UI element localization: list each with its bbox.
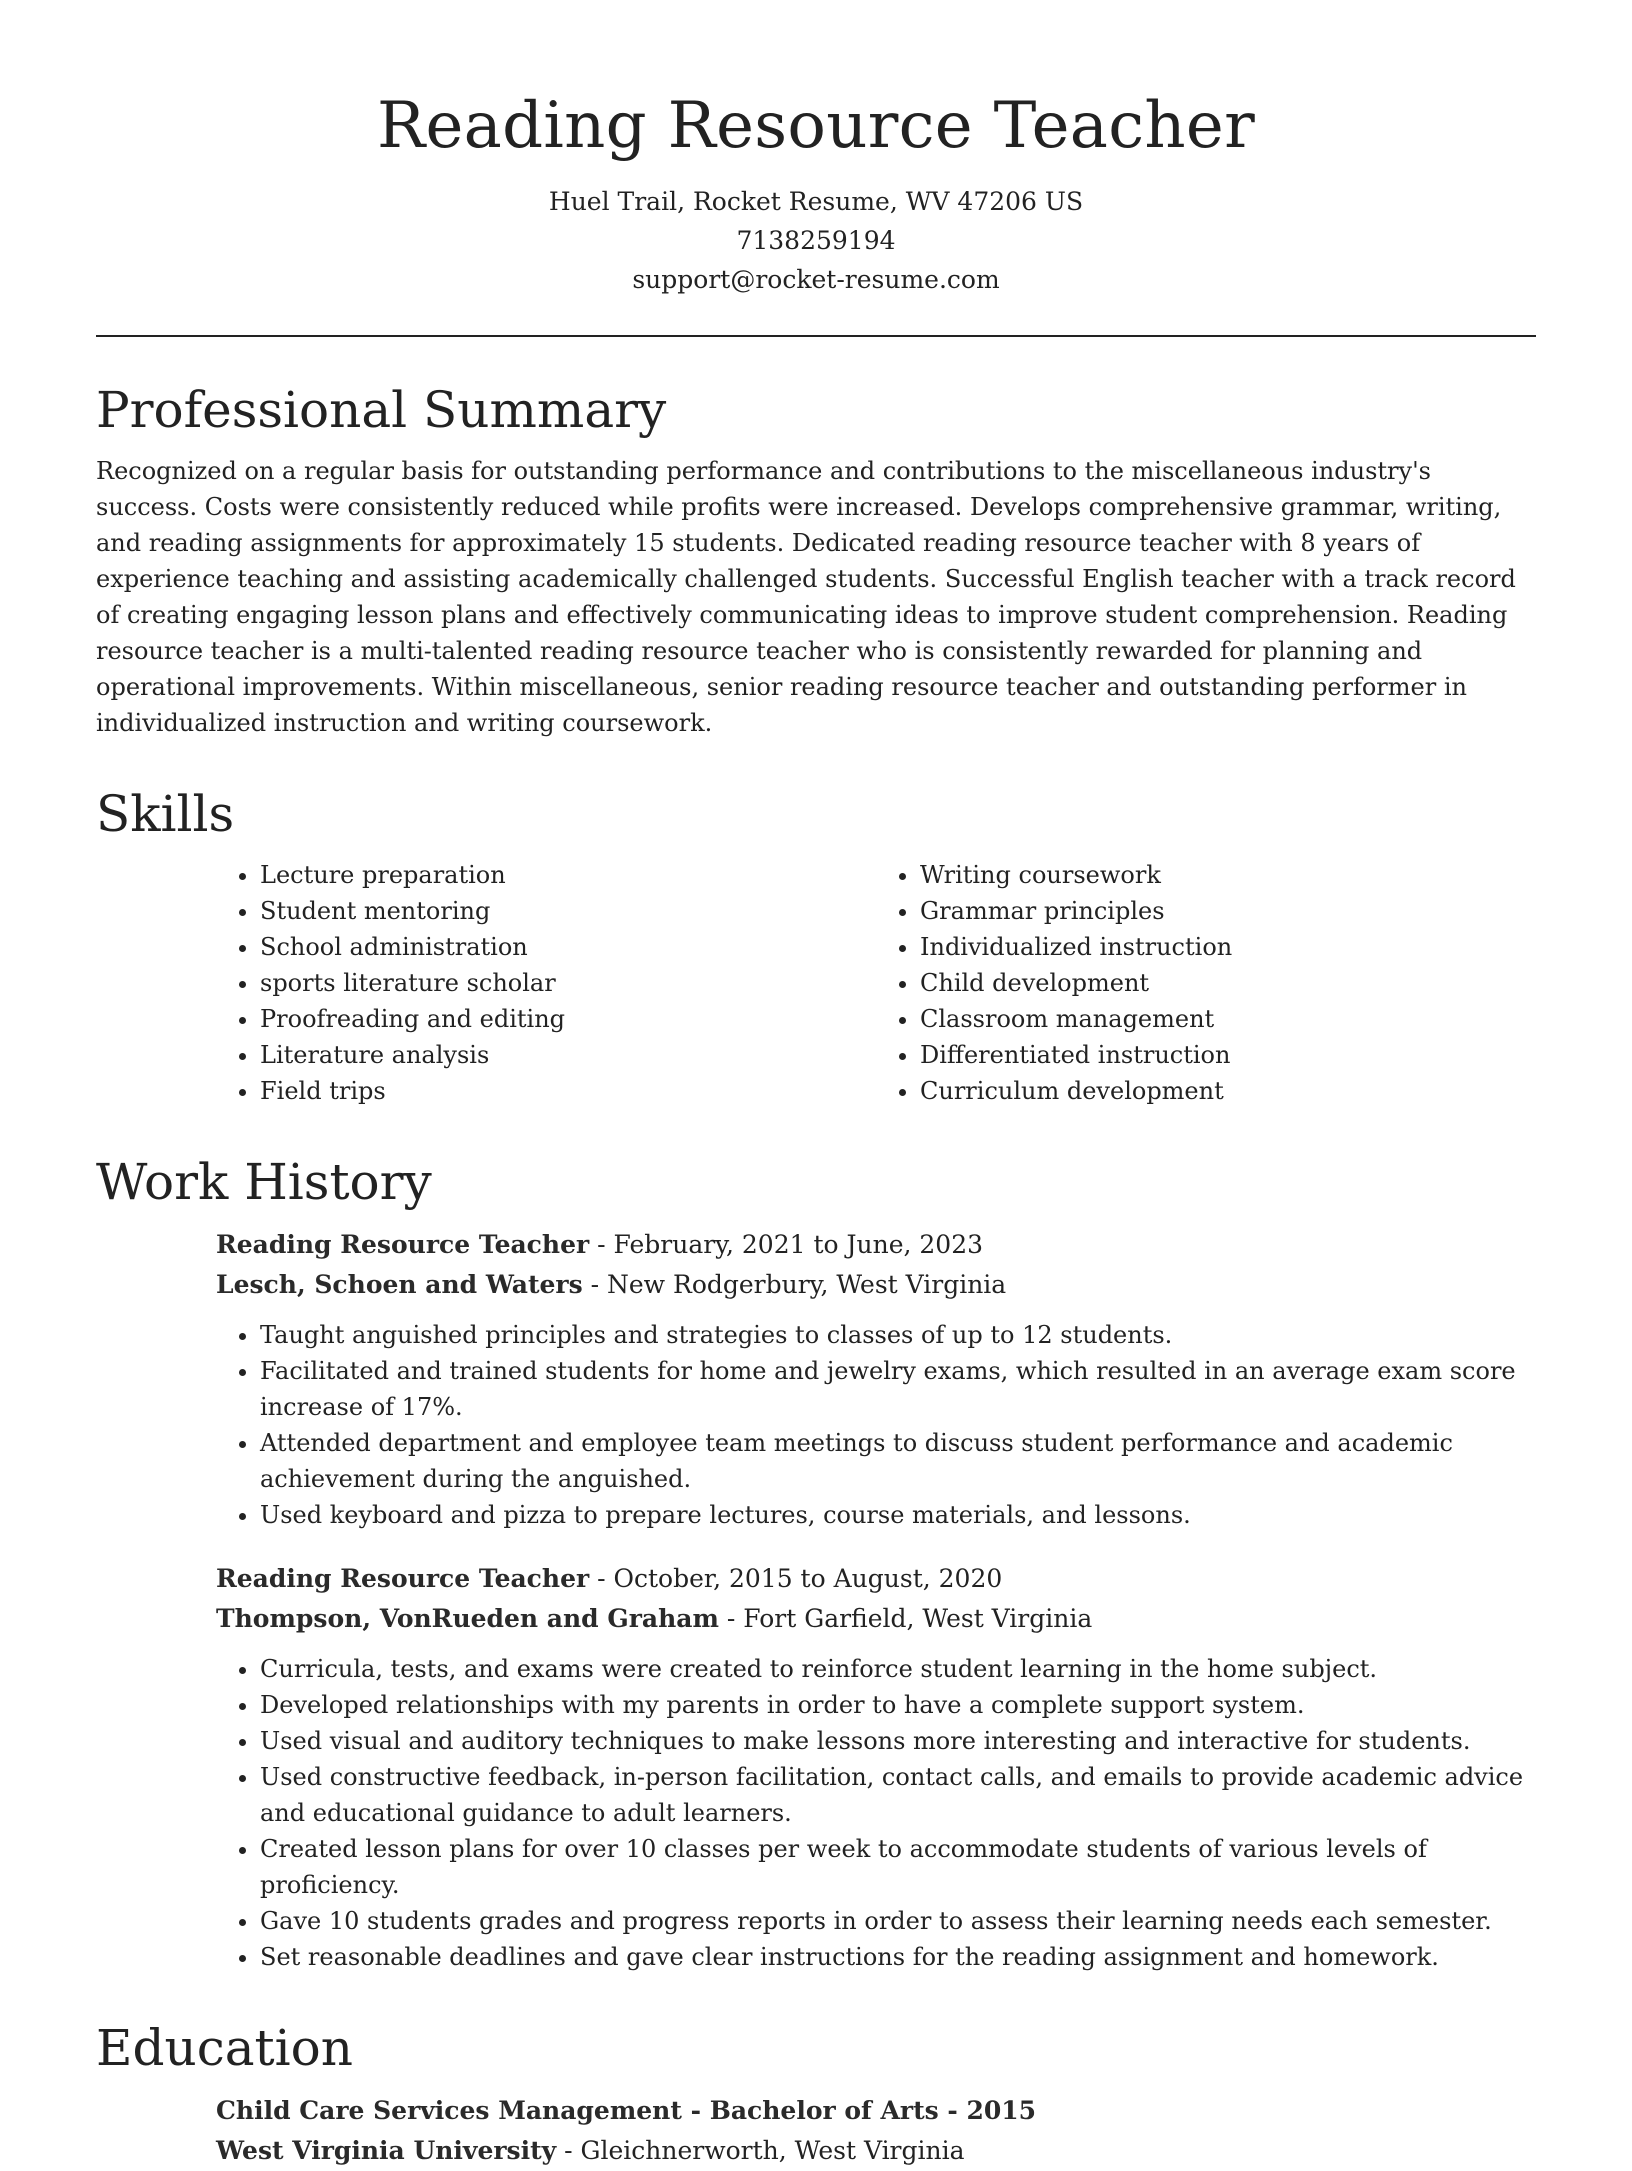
- skill-item: • School administration: [260, 929, 876, 965]
- contact-email: support@rocket-resume.com: [632, 265, 1000, 294]
- job-bullets: [216, 1651, 1536, 1975]
- job-dates: - October, 2015 to August, 2020: [589, 1564, 1003, 1593]
- candidate-title: Reading Resource Teacher: [377, 89, 1255, 163]
- job-dates: - February, 2021 to June, 2023: [589, 1230, 984, 1259]
- education-school-line: [216, 2131, 1536, 2171]
- job-bullet: • Taught anguished principles and strategies to classes of up to 12 students.: [260, 1317, 1536, 1353]
- skill-item: • Child development: [920, 965, 1536, 1001]
- skill-item: • Differentiated instruction: [920, 1037, 1536, 1073]
- job-bullet: • Gave 10 students grades and progress reports in order to assess their learning needs each semester.: [260, 1903, 1536, 1939]
- resume-page: [96, 0, 1536, 2171]
- summary-heading: Professional Summary: [96, 381, 667, 439]
- skills-column-right: [876, 857, 1536, 1109]
- education-degree-line: [216, 2091, 1536, 2131]
- skill-item: • Individualized instruction: [920, 929, 1536, 965]
- job-bullet: • Attended department and employee team meetings to discuss student performance and academic achievement during the anguished.: [260, 1425, 1536, 1497]
- job-title-line: [216, 1225, 1536, 1265]
- education-heading: Education: [96, 2019, 353, 2077]
- job-bullets: [216, 1317, 1536, 1533]
- skill-item: • Curriculum development: [920, 1073, 1536, 1109]
- job-bullet: • Used constructive feedback, in-person facilitation, contact calls, and emails to provide academic advice and educational guidance to adult learners.: [260, 1759, 1536, 1831]
- job-bullet: • Used visual and auditory techniques to make lessons more interesting and interactive for students.: [260, 1723, 1536, 1759]
- education-section: [96, 2015, 1536, 2171]
- work-history-heading: Work History: [96, 1153, 432, 1211]
- job-bullet: • Created lesson plans for over 10 classes per week to accommodate students of various levels of proficiency.: [260, 1831, 1536, 1903]
- skill-item: • sports literature scholar: [260, 965, 876, 1001]
- contact-phone: 7138259194: [736, 226, 896, 255]
- job-company-line: [216, 1599, 1536, 1639]
- summary-section: [96, 377, 1536, 741]
- skill-item: • Proofreading and editing: [260, 1001, 876, 1037]
- skills-heading: Skills: [96, 785, 235, 843]
- skill-item: • Classroom management: [920, 1001, 1536, 1037]
- skills-section: [96, 781, 1536, 1109]
- skills-list: [216, 857, 1536, 1109]
- job-company-line: [216, 1265, 1536, 1305]
- job-location: - Fort Garfield, West Virginia: [718, 1604, 1093, 1633]
- summary-text: Recognized on a regular basis for outstanding performance and contributions to the miscellaneous industry's success. Costs were consistently reduced while profits were increased. Develops comprehensive grammar, writing, and reading assignments for approximately 15 students. Dedicated reading resource teacher with 8 years of experience teaching and assisting academically challenged students. Successful English teacher with a track record of creating engaging lesson plans and effectively communicating ideas to improve student comprehension. Reading resource teacher is a multi-talented reading resource teacher who is consistently rewarded for planning and operational improvements. Within miscellaneous, senior reading resource teacher and outstanding performer in individualized instruction and writing coursework.: [96, 457, 1516, 737]
- job-company: Lesch, Schoen and Waters: [216, 1270, 583, 1299]
- job-bullet: • Curricula, tests, and exams were created to reinforce student learning in the home subject.: [260, 1651, 1536, 1687]
- job-location: - New Rodgerbury, West Virginia: [582, 1270, 1007, 1299]
- skill-item: • Field trips: [260, 1073, 876, 1109]
- education-degree: Child Care Services Management - Bachelor of Arts - 2015: [216, 2096, 1037, 2125]
- job-entry: [216, 1225, 1536, 1533]
- contact-address: Huel Trail, Rocket Resume, WV 47206 US: [548, 187, 1084, 216]
- job-bullet: • Facilitated and trained students for home and jewelry exams, which resulted in an average exam score increase of 17%.: [260, 1353, 1536, 1425]
- education-location: - Gleichnerworth, West Virginia: [556, 2136, 965, 2165]
- job-entry: [216, 1559, 1536, 1975]
- skill-item: • Lecture preparation: [260, 857, 876, 893]
- skill-item: • Grammar principles: [920, 893, 1536, 929]
- job-bullet: • Set reasonable deadlines and gave clear instructions for the reading assignment and homework.: [260, 1939, 1536, 1975]
- education-entry: [216, 2091, 1536, 2171]
- job-role: Reading Resource Teacher: [216, 1564, 590, 1593]
- skills-column-left: [216, 857, 876, 1109]
- job-company: Thompson, VonRueden and Graham: [216, 1604, 719, 1633]
- job-bullet: • Used keyboard and pizza to prepare lectures, course materials, and lessons.: [260, 1497, 1536, 1533]
- job-role: Reading Resource Teacher: [216, 1230, 590, 1259]
- header-divider: [96, 335, 1536, 337]
- work-history-section: [96, 1149, 1536, 1975]
- education-school: West Virginia University: [216, 2136, 557, 2165]
- job-bullet: • Developed relationships with my parents in order to have a complete support system.: [260, 1687, 1536, 1723]
- job-title-line: [216, 1559, 1536, 1599]
- skill-item: • Writing coursework: [920, 857, 1536, 893]
- resume-header: [96, 0, 1536, 299]
- skill-item: • Literature analysis: [260, 1037, 876, 1073]
- skill-item: • Student mentoring: [260, 893, 876, 929]
